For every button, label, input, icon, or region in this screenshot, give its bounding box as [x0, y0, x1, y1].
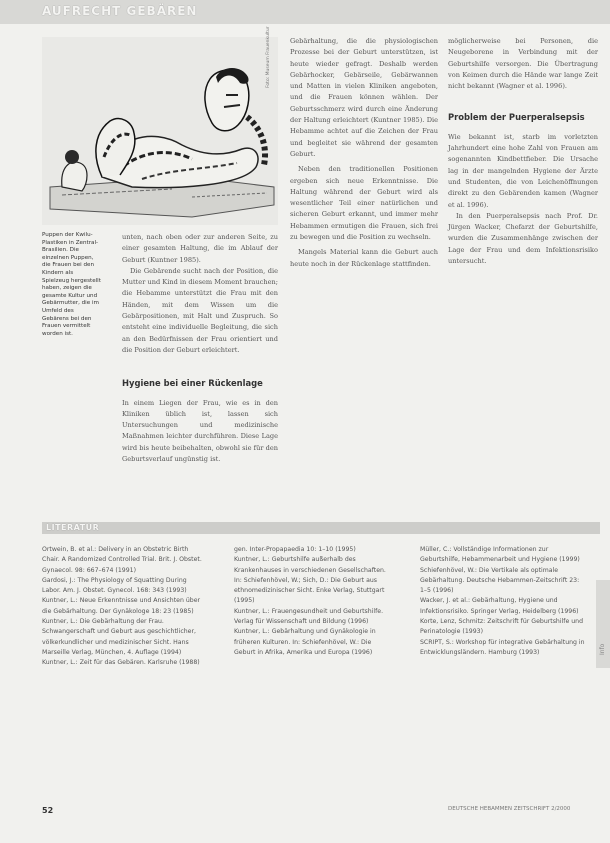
- paragraph: Wie bekannt ist, starb im vorletzten Jahrhundert eine hohe Zahl von Frauen am sogenannten Kindbettfieber. Die Ursache lag in der mangelnden Hygiene der Ärzte und Studenten, die von Leichenöffnungen direkt zu den Gebärenden kamen (Wagner et al. 1996).: [448, 132, 598, 209]
- article-column-3: [448, 36, 598, 267]
- literature-band: [42, 522, 600, 534]
- section-title: AUFRECHT GEBÄREN: [42, 4, 198, 18]
- paragraph: In den Puerperalsepsis nach Prof. Dr. Jürgen Wacker, Chefarzt der Geburtshilfe, wurden die Zusammenhänge zwischen der Lage der Frau und dem Infektionsrisiko untersucht.: [448, 211, 598, 266]
- side-tab-label: Info: [599, 643, 606, 655]
- paragraph: Gebärhaltung, die die physiologischen Prozesse bei der Geburt unterstützen, ist heute wieder gefragt. Deshalb werden Gebärhocker, Gebärseile, Gebärwannen und Matten in vielen Kliniken angeboten, und die Frauen können wählen. Der Geburtsschmerz wird durch eine Änderung der Haltung erleichtert (Kuntner 1985). Die Hebamme achtet auf die Zeichen der Frau und begleitet sie während der gesamten Geburt.: [290, 37, 438, 158]
- paragraph: möglicherweise bei Personen, die Neugeborene in Verbindung mit der Geburtshilfe versorgen. Die Übertragung von Keimen durch die Hände war lange Zeit nicht bekannt (Wagner et al. 1996).: [448, 37, 598, 91]
- magazine-footer: DEUTSCHE HEBAMMEN ZEITSCHRIFT 2/2000: [448, 806, 571, 812]
- reference: Kuntner, L.: Gebärhaltung und Gynäkologie in früheren Kulturen. In: Schiefenhövel, W.: Die Geburt in Afrika, Amerika und Europa (1996): [234, 628, 376, 656]
- page-number: 52: [42, 806, 54, 815]
- literature-column-1: [42, 545, 202, 669]
- section-heading-hygiene: Hygiene bei einer Rückenlage: [122, 378, 263, 389]
- reference: Korte, Lenz, Schmitz: Zeitschrift für Geburtshilfe und Perinatologie (1993): [420, 618, 584, 636]
- photo-caption: Puppen der Kwilu-Plastiken in Zentral-Brasilien. Die einzelnen Puppen, die Frauen bei den Kindern als Spielzeug hergestellt haben, zeigen die gesamte Kultur und Gebärmutter, die im Umfeld des Gebärens bei den Frauen vermittelt worden ist.: [42, 232, 101, 337]
- reference: Gardosi, J.: The Physiology of Squatting During Labor. Am. J. Obstet. Gynecol. 168: 343 (1993): [42, 576, 187, 595]
- paragraph: Neben den traditionellen Positionen ergeben sich neue Erkenntnisse. Die Haltung während der Geburt wird als wesentlicher Teil einer natürlichen und sicheren Geburt erkannt, und immer mehr Hebammen ermutigen die Frauen, sich frei zu bewegen und die Position zu wechseln.: [290, 165, 438, 242]
- reference: Kuntner, L.: Zeit für das Gebären. Karlsruhe (1988): [42, 659, 200, 667]
- reference: Wacker, J. et al.: Gebärhaltung, Hygiene und Infektionsrisiko. Springer Verlag, Heidelberg (1996): [420, 597, 579, 615]
- article-column-2: [290, 36, 438, 270]
- paragraph: In einem Liegen der Frau, wie es in den Kliniken üblich ist, lassen sich Untersuchungen und medizinische Maßnahmen leichter durchführen. Diese Lage wird bis heute beibehalten, obwohl sie für den Geburtsverlauf ungünstig ist.: [122, 398, 278, 464]
- reference: SCRIPT, S.: Workshop für integrative Gebärhaltung in Entwicklungsländern. Hamburg (1993): [420, 638, 585, 656]
- literature-column-3: [420, 545, 588, 658]
- paragraph: unten, nach oben oder zur anderen Seite, zu einer gesamten Haltung, die im Ablauf der Geburt (Kuntner 1985).: [122, 233, 278, 264]
- paragraph: Die Gebärende sucht nach der Position, die Mutter und Kind in diesem Moment brauchen; die Hebamme unterstützt die Frau mit den Händen, mit dem Wissen um die Gebärpositionen, mit Halt und Zuspruch. So entsteht eine individuelle Begleitung, die sich an den Bedürfnissen der Frau orientiert und die Position der Geburt erleichtert.: [122, 266, 278, 354]
- reference: Kuntner, L.: Die Gebärhaltung der Frau. Schwangerschaft und Geburt aus geschichtlicher, völkerkundlicher und medizinischer Sicht. Hans Marseille Verlag, München, 4. Auflage (1994): [42, 618, 196, 656]
- reference: gen. Inter-Propapaedia 10: 1–10 (1995): [234, 546, 356, 553]
- reference: Müller, C.: Vollständige Informationen zur Geburtshilfe, Hebammenarbeit und Hygiene (1999): [420, 546, 580, 564]
- section-heading-puerperalsepsis: Problem der Puerperalsepsis: [448, 112, 585, 123]
- paragraph: Mangels Material kann die Geburt auch heute noch in der Rückenlage stattfinden.: [290, 248, 438, 268]
- figurine-illustration: [42, 37, 278, 225]
- article-column-1: [122, 232, 278, 465]
- birth-figurine-photo: [42, 37, 278, 225]
- side-tab: [596, 580, 610, 668]
- reference: Schiefenhövel, W.: Die Vertikale als optimale Gebärhaltung. Deutsche Hebammen-Zeitschrift 23: 1–5 (1996): [420, 566, 580, 595]
- reference: Kuntner, L.: Geburtshilfe außerhalb des Krankenhauses in verschiedenen Gesellschaften. In: Schiefenhövel, W.; Sich, D.: Die Geburt aus ethnomedizinischer Sicht. Enke Verlag, Stuttgart (1995): [234, 556, 386, 605]
- literature-column-2: [234, 545, 394, 658]
- reference: Kuntner, L.: Frauengesundheit und Geburtshilfe. Verlag für Wissenschaft und Bildung (1996): [234, 607, 384, 626]
- literature-title: LITERATUR: [46, 523, 100, 532]
- photo-credit: Foto: Museum Frauenkultur: [266, 26, 271, 88]
- reference: Ortwein, B. et al.: Delivery in an Obstetric Birth Chair. A Randomized Controlled Trial. Brit. J. Obstet. Gynaecol. 98: 667–674 (1991): [42, 546, 202, 574]
- reference: Kuntner, L.: Neue Erkenntnisse und Ansichten über die Gebärhaltung. Der Gynäkologe 18: 23 (1985): [42, 597, 201, 615]
